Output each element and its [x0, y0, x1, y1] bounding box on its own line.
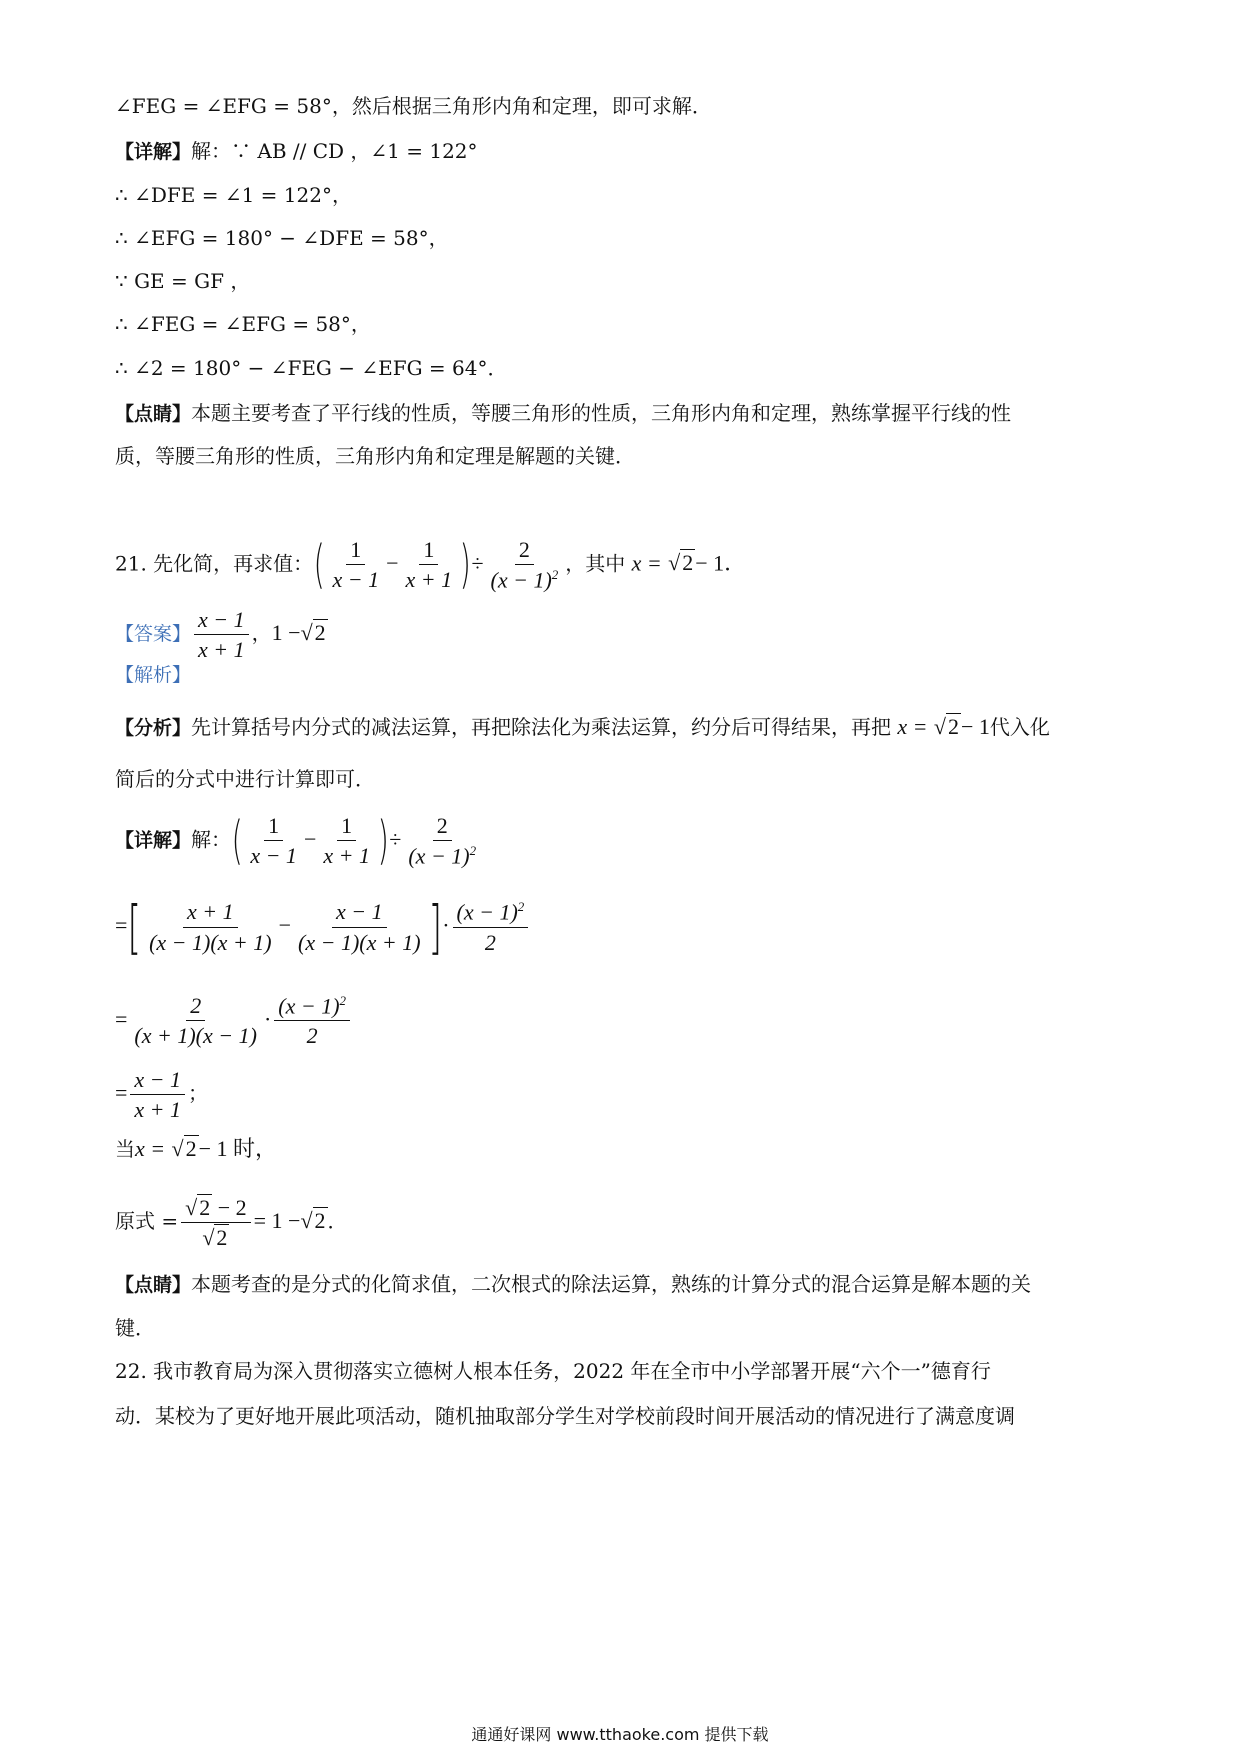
- fraction: $\frac{x - 1}{x + 1}$: [194, 608, 249, 661]
- comment2-line-1: 【点睛】本题考查的是分式的化简求值，二次根式的除法运算，熟练的计算分式的混合运算是解本题的关: [115, 1272, 1032, 1296]
- solution-line-7: [115, 358, 508, 378]
- sqrt: √2: [300, 620, 326, 646]
- comment2-line-2: 键．: [115, 1316, 155, 1340]
- fraction: $\frac{(x - 1)^2}{2}$: [453, 900, 529, 954]
- question-22-line-2: 动．某校为了更好地开展此项活动，随机抽取部分学生对学校前段时间开展活动的情况进行了满意度调: [115, 1404, 1015, 1428]
- line-text: 质，等腰三角形的性质，三角形内角和定理是解题的关键．: [115, 444, 635, 468]
- analysis-line-1: 【分析】先计算括号内分式的减法运算，再把除法化为乘法运算，约分后可得结果，再把 x = √2− 1代入化: [115, 714, 1050, 739]
- detail-step-6: 原式 = $\frac{√2 - 2}{√2}$ = 1 −√2 ．: [115, 1195, 348, 1251]
- sqrt: √2: [185, 1195, 211, 1220]
- analysis-tag: 【解析】: [115, 664, 192, 686]
- line-text: ∴ ∠DFE = ∠1 = 122°，: [115, 183, 352, 207]
- detail-tag: 【详解】: [115, 141, 192, 163]
- fraction: $\frac{1}{x + 1}$: [323, 813, 370, 869]
- detail-step-3: = $\frac{2}{(x + 1)(x - 1)}$ · $\frac{(x - 1)^2}{2}$: [115, 994, 353, 1048]
- solution-line-4: [115, 228, 449, 248]
- detail-step-4: = $\frac{x - 1}{x + 1}$ ；: [115, 1067, 209, 1123]
- line-text: 本题主要考查了平行线的性质，等腰三角形的性质，三角形内角和定理，熟练掌握平行线的性: [191, 401, 1012, 425]
- comment-line-2: [115, 446, 635, 466]
- fraction: $\frac{1}{x - 1}$: [332, 537, 380, 593]
- sqrt: √2: [300, 1208, 326, 1234]
- dianjing-tag: 【点睛】: [115, 1274, 192, 1296]
- question-22-line-1: 22. 我市教育局为深入贯彻落实立德树人根本任务，2022 年在全市中小学部署开展“六个一”德育行: [115, 1359, 991, 1383]
- fraction: $\frac{x + 1}{(x - 1)(x + 1)}$: [149, 899, 272, 955]
- footer-source: 通通好课网 www.tthaoke.com 提供下载: [471, 1725, 769, 1744]
- fraction: $\frac{√2 - 2}{√2}$: [181, 1196, 251, 1249]
- q21-prefix: 21. 先化简，再求值：: [115, 551, 314, 576]
- sqrt: √2: [202, 1225, 228, 1251]
- line-text: ∠FEG = ∠EFG = 58°，然后根据三角形内角和定理，即可求解．: [115, 94, 712, 118]
- fraction: $\frac{2}{(x - 1)^2}$: [408, 813, 477, 869]
- fraction: $\frac{1}{x + 1}$: [405, 537, 453, 593]
- sqrt: √2: [668, 550, 694, 576]
- sqrt: √2: [933, 714, 959, 739]
- analysis-heading: [115, 664, 191, 685]
- comment-line-1: [115, 403, 1011, 424]
- answer: 【答案】 $\frac{x - 1}{x + 1}$ ，1 −√2: [115, 607, 326, 663]
- fraction: $\frac{x - 1}{(x - 1)(x + 1)}$: [298, 899, 421, 955]
- line-text: ∴ ∠FEG = ∠EFG = 58°，: [115, 312, 371, 336]
- solution-line-1: [115, 96, 712, 116]
- fraction: $\frac{1}{x - 1}$: [250, 813, 297, 869]
- detail-step-5: 当x = √2− 1 时，: [115, 1136, 277, 1161]
- detail-tag: 【详解】: [115, 829, 192, 852]
- fraction: $\frac{2}{(x + 1)(x - 1)}$: [134, 993, 257, 1049]
- fraction: $\frac{(x - 1)^2}{2}$: [274, 994, 350, 1048]
- fenxi-tag: 【分析】: [115, 717, 192, 739]
- answer-tag: 【答案】: [115, 623, 192, 646]
- left-paren: (: [313, 534, 325, 595]
- sqrt: √2: [171, 1136, 197, 1161]
- right-paren: ): [459, 534, 471, 595]
- line-text: ∵ GE = GF ，: [115, 269, 251, 293]
- line-text: ∴ ∠EFG = 180° − ∠DFE = 58°，: [115, 226, 449, 250]
- solution-line-5: [115, 271, 250, 291]
- solution-line-2: [115, 141, 478, 162]
- detail-step-2: =[ $\frac{x + 1}{(x - 1)(x + 1)}$ − $\frac{x - 1}{(x - 1)(x + 1)}$ ]· $\frac{(x - 1)^2}{2}$: [115, 898, 531, 956]
- fraction: $\frac{x - 1}{x + 1}$: [130, 1068, 185, 1121]
- solution-line-3: [115, 185, 352, 205]
- dianjing-tag: 【点睛】: [115, 403, 192, 425]
- line-text: ∴ ∠2 = 180° − ∠FEG − ∠EFG = 64°．: [115, 356, 508, 380]
- solution-line-6: [115, 314, 371, 334]
- question-21: 21. 先化简，再求值：( $\frac{1}{x - 1}$ − $\frac{1}{x + 1}$ )÷ $\frac{2}{(x - 1)^2}$ ，其中 x = √2− 1．: [115, 534, 747, 595]
- analysis-line-2: 简后的分式中进行计算即可．: [115, 767, 375, 791]
- line-text: 解：∵ AB // CD ，∠1 = 122°: [191, 139, 478, 163]
- fraction: $\frac{2}{(x - 1)^2}$: [490, 537, 559, 593]
- detail-step-1: 【详解】解：( $\frac{1}{x - 1}$ − $\frac{1}{x + 1}$ )÷ $\frac{2}{(x - 1)^2}$: [115, 814, 483, 868]
